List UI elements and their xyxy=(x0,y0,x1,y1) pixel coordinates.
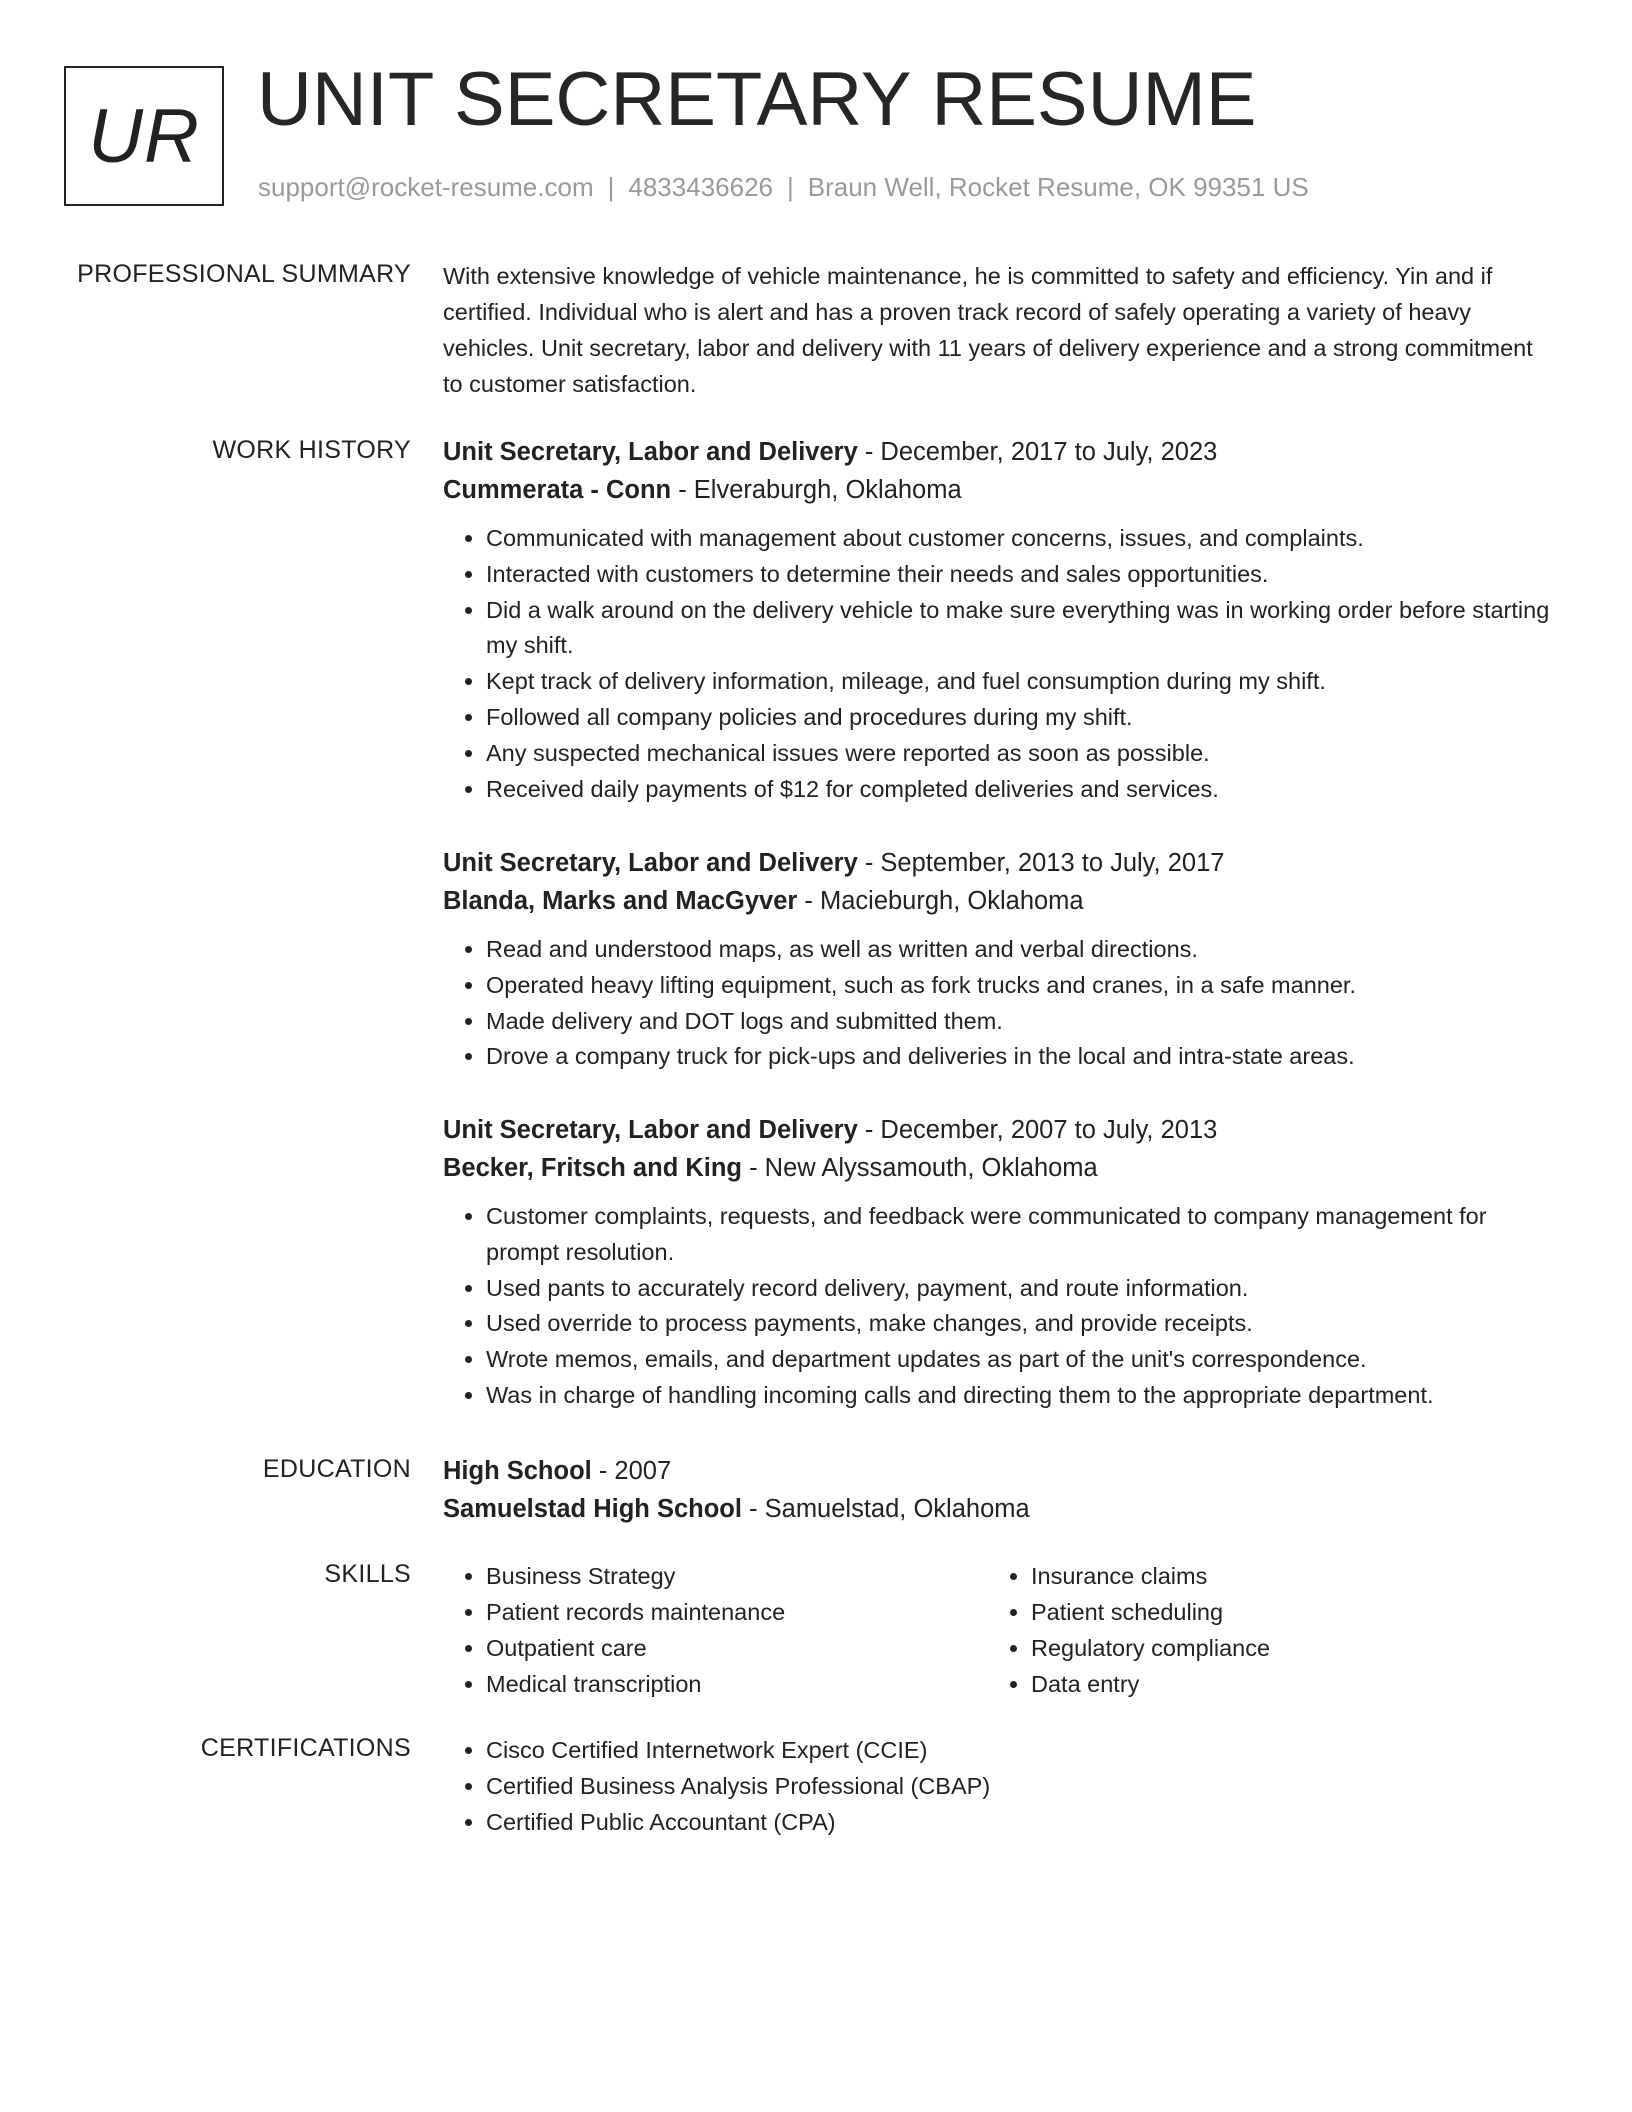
skill-item: • Regulatory compliance xyxy=(1031,1630,1533,1666)
skill-item: • Outpatient care xyxy=(486,1630,988,1666)
job-duties-list xyxy=(443,521,1558,807)
job-title: Unit Secretary, Labor and Delivery xyxy=(443,1116,858,1144)
job-company-line xyxy=(443,1149,1558,1187)
section-label-education: EDUCATION xyxy=(262,1455,411,1483)
certification-item: • Cisco Certified Internetwork Expert (CCIE) xyxy=(486,1732,1558,1768)
job-location: - Macieburgh, Oklahoma xyxy=(797,887,1084,915)
job-duty: • Interacted with customers to determine their needs and sales opportunities. xyxy=(486,557,1558,593)
job-title-line xyxy=(443,433,1558,471)
job-duties-list xyxy=(443,1199,1558,1414)
job-company-line xyxy=(443,882,1558,920)
skills-grid xyxy=(443,1558,1558,1702)
job-company-line xyxy=(443,471,1558,509)
certification-item: • Certified Business Analysis Professional (CBAP) xyxy=(486,1768,1558,1804)
job-dates: - December, 2017 to July, 2023 xyxy=(857,438,1218,466)
job-title: Unit Secretary, Labor and Delivery xyxy=(443,438,858,466)
education-entry xyxy=(443,1452,1558,1528)
contact-phone[interactable]: 4833436626 xyxy=(628,172,773,202)
job-duty: • Read and understood maps, as well as written and verbal directions. xyxy=(486,932,1558,968)
job-company: Blanda, Marks and MacGyver xyxy=(443,887,798,915)
job-duty: • Kept track of delivery information, mileage, and fuel consumption during my shift. xyxy=(486,664,1558,700)
section-label-summary: PROFESSIONAL SUMMARY xyxy=(77,260,411,288)
job-company: Becker, Fritsch and King xyxy=(443,1154,743,1182)
job-title-line xyxy=(443,844,1558,882)
education-location: - Samuelstad, Oklahoma xyxy=(741,1495,1030,1523)
education-degree-line xyxy=(443,1452,1558,1490)
job-duty: • Was in charge of handling incoming calls and directing them to the appropriate department. xyxy=(486,1378,1558,1414)
education-degree: High School xyxy=(443,1457,592,1485)
job-duty: • Used override to process payments, make changes, and provide receipts. xyxy=(486,1306,1558,1342)
skill-item: • Insurance claims xyxy=(1031,1558,1533,1594)
contact-email[interactable]: support@rocket-resume.com xyxy=(258,172,594,202)
job-entry xyxy=(443,433,1558,807)
job-duty: • Did a walk around on the delivery vehicle to make sure everything was in working order before starting my shift. xyxy=(486,593,1558,665)
education-year: - 2007 xyxy=(591,1457,672,1485)
job-duty: • Followed all company policies and procedures during my shift. xyxy=(486,700,1558,736)
job-duty: • Made delivery and DOT logs and submitted them. xyxy=(486,1004,1558,1040)
education-school-line xyxy=(443,1490,1558,1528)
summary-text: With extensive knowledge of vehicle maintenance, he is committed to safety and efficiency. Yin and if certified. Individual who is alert and has a proven track record of safely operating a variety of heavy vehicles. Unit secretary, labor and delivery with 11 years of delivery experience and a strong commitment to customer satisfaction. xyxy=(443,263,1533,397)
skills-column-right xyxy=(988,1558,1533,1702)
job-duty: • Received daily payments of $12 for completed deliveries and services. xyxy=(486,772,1558,808)
section-label-certifications: CERTIFICATIONS xyxy=(200,1734,411,1762)
job-dates: - September, 2013 to July, 2017 xyxy=(857,849,1225,877)
skill-item: • Business Strategy xyxy=(486,1558,988,1594)
job-duty: • Operated heavy lifting equipment, such as fork trucks and cranes, in a safe manner. xyxy=(486,968,1558,1004)
monogram-logo: UR xyxy=(64,66,224,206)
education-school: Samuelstad High School xyxy=(443,1495,742,1523)
job-duty: • Used pants to accurately record delivery, payment, and route information. xyxy=(486,1271,1558,1307)
job-duty: • Wrote memos, emails, and department updates as part of the unit's correspondence. xyxy=(486,1342,1558,1378)
job-title-line xyxy=(443,1111,1558,1149)
job-location: - New Alyssamouth, Oklahoma xyxy=(742,1154,1098,1182)
skill-item: • Patient scheduling xyxy=(1031,1594,1533,1630)
job-duty: • Customer complaints, requests, and feedback were communicated to company management for prompt resolution. xyxy=(486,1199,1558,1271)
job-entry xyxy=(443,1111,1558,1414)
job-entry xyxy=(443,844,1558,1075)
job-duties-list xyxy=(443,932,1558,1075)
job-location: - Elveraburgh, Oklahoma xyxy=(671,476,962,504)
skill-item: • Data entry xyxy=(1031,1666,1533,1702)
resume-title: UNIT SECRETARY RESUME xyxy=(257,57,1257,142)
contact-line xyxy=(258,172,1309,203)
job-title: Unit Secretary, Labor and Delivery xyxy=(443,849,858,877)
section-label-work: WORK HISTORY xyxy=(212,436,411,464)
job-dates: - December, 2007 to July, 2013 xyxy=(857,1116,1218,1144)
summary-body xyxy=(443,258,1558,402)
job-company: Cummerata - Conn xyxy=(443,476,672,504)
section-label-skills: SKILLS xyxy=(324,1560,411,1588)
skills-list xyxy=(443,1558,988,1702)
contact-separator: | xyxy=(607,172,615,202)
skills-column-left xyxy=(443,1558,988,1702)
job-duty: • Any suspected mechanical issues were reported as soon as possible. xyxy=(486,736,1558,772)
skills-list xyxy=(988,1558,1533,1702)
contact-address: Braun Well, Rocket Resume, OK 99351 US xyxy=(807,172,1309,202)
certifications-list xyxy=(443,1732,1558,1840)
job-duty: • Communicated with management about customer concerns, issues, and complaints. xyxy=(486,521,1558,557)
contact-separator: | xyxy=(787,172,794,202)
job-duty: • Drove a company truck for pick-ups and deliveries in the local and intra-state areas. xyxy=(486,1039,1558,1075)
certifications-body xyxy=(443,1732,1558,1840)
skill-item: • Patient records maintenance xyxy=(486,1594,988,1630)
skill-item: • Medical transcription xyxy=(486,1666,988,1702)
certification-item: • Certified Public Accountant (CPA) xyxy=(486,1804,1558,1840)
